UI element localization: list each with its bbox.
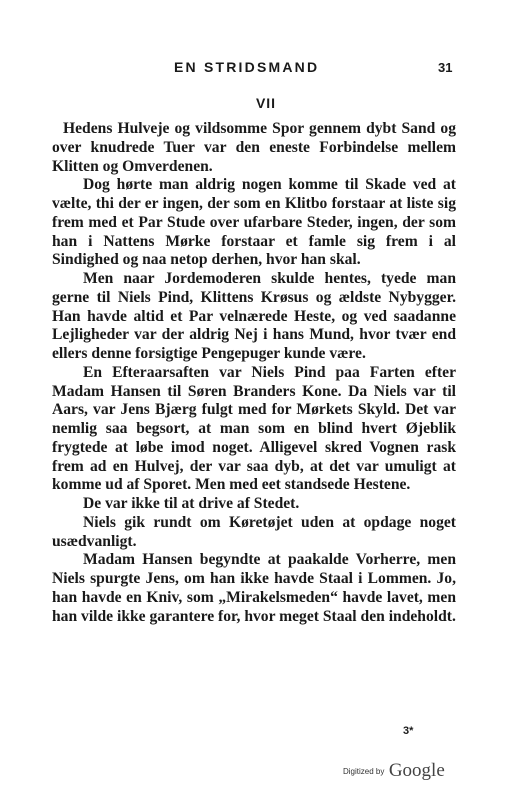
page-number: 31 [438, 60, 453, 75]
paragraph: Madam Hansen begyndte at paakalde Vorherre, men Niels spurgte Jens, om han ikke havde Staal i Lommen. Jo, han havde en Kniv, som „Mirakelsmeden“ havde lavet, men han vilde ikke garantere for, hvor meget Staal den indeholdt. [52, 551, 456, 625]
digitized-label: Digitized by [343, 767, 385, 776]
paragraph: Hedens Hulveje og vildsomme Spor gennem dybt Sand og over knudrede Tuer var den eneste Forbindelse mellem Klitten og Omverdenen. [52, 120, 456, 175]
paragraph: Men naar Jordemoderen skulde hentes, tyede man gerne til Niels Pind, Klittens Krøsus og ældste Nybygger. Han havde altid et Par velnærede Heste, og ved saadanne Lejligheder var der aldrig Nej i hans Mund, hvor tvær end ellers denne forsigtige Pengepuger kunde være. [52, 270, 456, 362]
body-text [52, 120, 456, 626]
digitized-by-watermark [343, 760, 445, 780]
paragraph: Dog hørte man aldrig nogen komme til Skade ved at vælte, thi der er ingen, der som en Klitbo forstaar at liste sig frem med et Par Stude over ufarbare Steder, ingen, der som han i Nattens Mørke forstaar et famle sig frem i al Sindighed og naa netop derhen, hvor han skal. [52, 176, 456, 269]
paragraph: En Efteraarsaften var Niels Pind paa Farten efter Madam Hansen til Søren Branders Kone. Da Niels var til Aars, var Jens Bjærg fulgt med for Mørkets Skyld. Det var nemlig saa begsort, at man som en blind hvert Øjeblik frygtede at løbe imod noget. Alligevel skred Vognen rask frem ad en Hulvej, der var saa dyb, at det var umuligt at komme ud af Sporet. Men med eet standsede Hestene. [52, 363, 456, 494]
chapter-heading: VII [255, 95, 277, 111]
signature-mark: 3* [403, 725, 414, 737]
paragraph: De var ikke til at drive af Stedet. [83, 495, 300, 512]
running-title: EN STRIDSMAND [174, 59, 320, 75]
paragraph: Niels gik rundt om Køretøjet uden at opdage noget usædvanligt. [52, 513, 456, 550]
google-logo: Google [388, 760, 445, 781]
running-head [0, 59, 520, 79]
